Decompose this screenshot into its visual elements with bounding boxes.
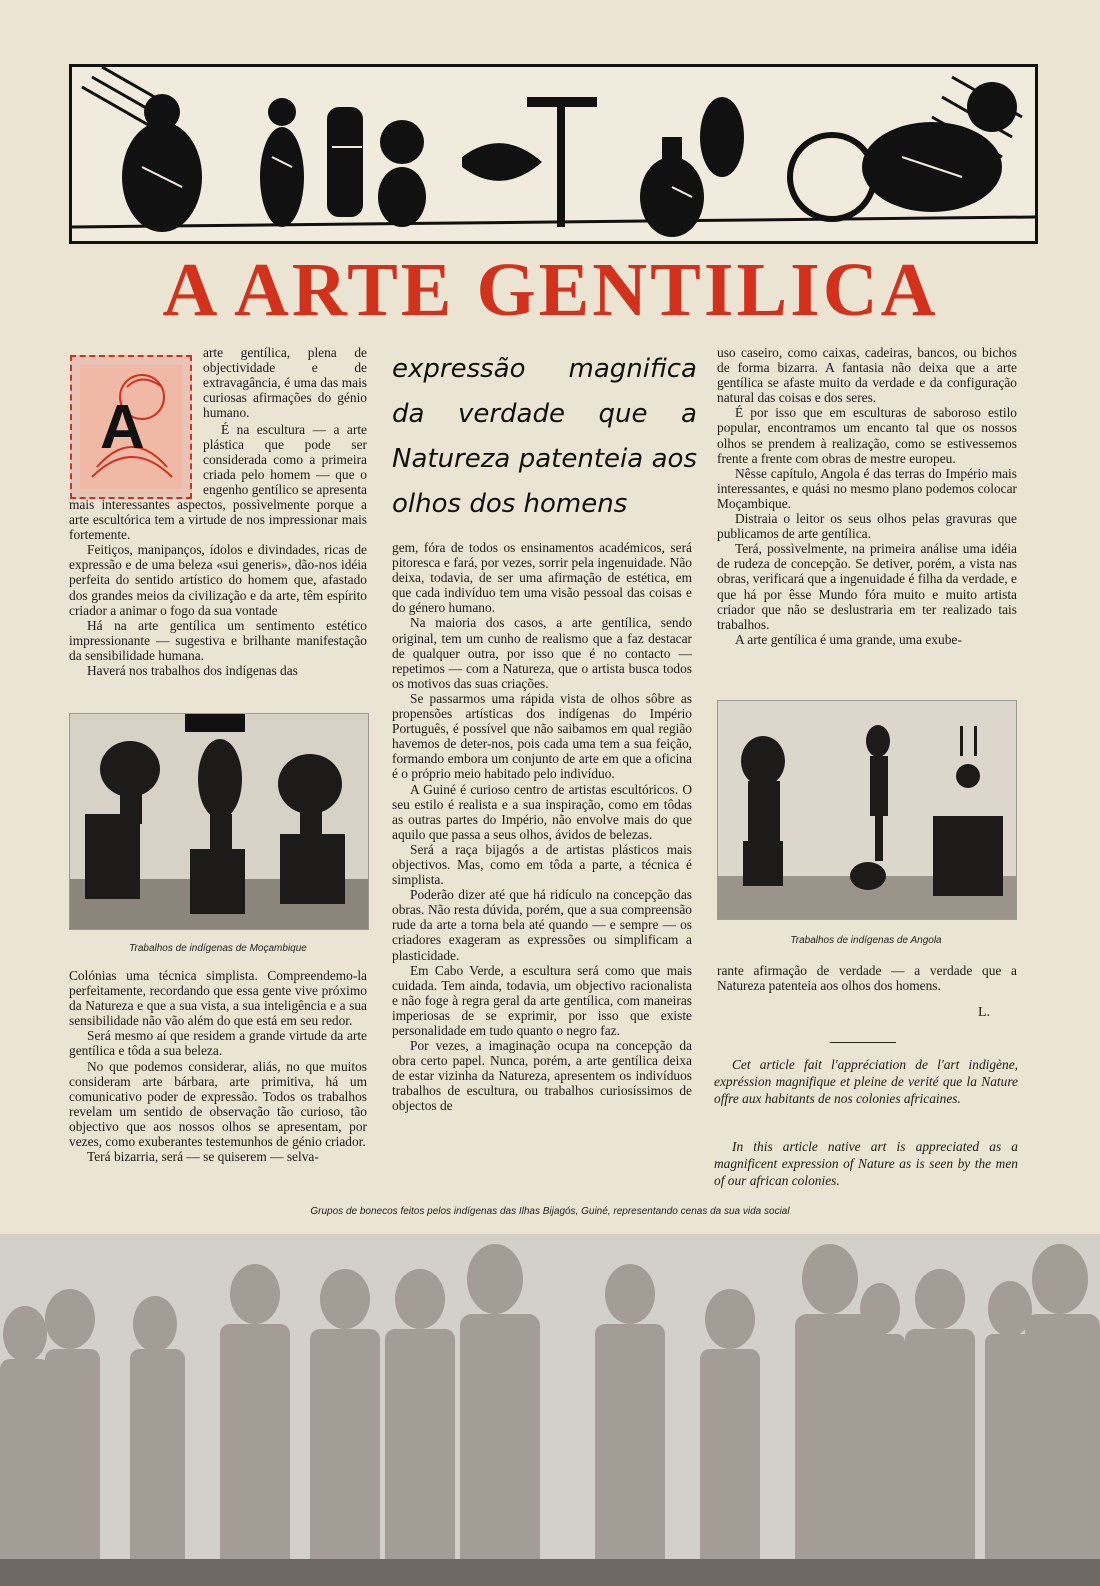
paragraph: Na maioria dos casos, a arte gentílica, sendo original, tem um cunho de realismo que a faz destacar de qualquer outra, por isso que é no contacto — repetimos — com a Natureza, que o artista busca todos os motivos das suas criações. xyxy=(392,615,692,691)
paragraph: uso caseiro, como caixas, cadeiras, bancos, ou bichos de forma bizarra. A fantasia não deixa que a arte gentílica se afaste muito da verdade e da configuração natural das coisas e dos seres. xyxy=(717,345,1017,406)
summary-english xyxy=(714,1138,1018,1189)
ornamental-initial xyxy=(70,355,192,499)
paragraph: Será mesmo aí que residem a grande virtude da arte gentílica e tôda a sua beleza. xyxy=(69,1028,367,1059)
paragraph: É na escultura — a arte plástica que pode ser considerada como a primeira criada pelo homem — que o engenho gentílico se apresenta xyxy=(203,422,367,497)
initial-letter: A xyxy=(100,393,145,462)
paragraph: Terá, possìvelmente, na primeira análise uma idéia de rudeza de concepção. Se detiver, porém, a vista nas obras, verificará que a ingenuidade é filha da verdade, e que há por êsse Mundo fóra muito e muito artista criador que não se deslustraria em ter realizado tais trabalhos. xyxy=(717,541,1017,632)
caption-angola: Trabalhos de indígenas de Angola xyxy=(790,935,942,946)
article-title: A ARTE GENTILICA xyxy=(162,248,939,332)
caption-mozambique: Trabalhos de indígenas de Moçambique xyxy=(129,943,307,954)
pull-quote: expressão magnifica da verdade que a Natureza patenteia aos olhos dos homens xyxy=(392,354,697,519)
paragraph: Há na arte gentílica um sentimento estético impressionante — sugestiva e brilhante manifestação da sensibilidade humana. xyxy=(69,617,367,663)
author-signature: L. xyxy=(978,1005,991,1020)
paragraph: Será a raça bijagós a de artistas plásticos mais objectivos. Mas, como em tôda a parte, a técnica é simplista. xyxy=(392,841,692,888)
paragraph: gem, fóra de todos os ensinamentos académicos, será pitoresca e fará, por vezes, sorrir pela ingenuidade. Não deixa, todavia, de ser uma afirmação de estética, em que cada indivíduo tem uma visão pessoal das coisas e do género humano. xyxy=(392,540,692,616)
bijagos-figures-photo xyxy=(0,1234,1100,1586)
mozambique-heads-photo xyxy=(69,713,369,930)
column-3-top xyxy=(717,345,1017,647)
divider xyxy=(830,1042,896,1043)
paragraph: Se passarmos uma rápida vista de olhos sôbre as propensões artísticas dos indígenas do Império Português, é possível que não saibamos em qual região havemos de deter-nos, pois cada uma tem a sua feição, formando embora um conjunto de arte em que a oficina é o próprio meio habitado pelo indivíduo. xyxy=(392,690,692,782)
paragraph: A arte gentílica é uma grande, uma exube- xyxy=(735,631,962,647)
paragraph: Em Cabo Verde, a escultura será como que mais cuidada. Tem ainda, todavia, um objectivo racionalista e não foge à regra geral da arte gentílica, com maneiras imperiosas de se exprimir, por isso que existe personalidade em tudo quanto o negro faz. xyxy=(392,962,692,1038)
paragraph: Nêsse capítulo, Angola é das terras do Império mais interessantes, e quási no mesmo plano podemos colocar Moçambique. xyxy=(717,465,1017,511)
paragraph: É por isso que em esculturas de saboroso estilo popular, encontramos um encanto tal que os nossos olhos se prendem à realização, como se estivessemos frente a frente com obras de mestre europeu. xyxy=(717,405,1017,466)
paragraph: No que podemos considerar, aliás, no que muitos consideram arte bárbara, arte primitiva, há um comunicativo poder de expressão. Todos os trabalhos revelam um sentido de observação tão curioso, tão objectivo que aos nossos olhos se apresentam, por vezes, como exuberantes testemunhos de génio criador. xyxy=(69,1058,367,1150)
paragraph: Terá bizarria, será — se quiserem — selva- xyxy=(87,1149,319,1165)
paragraph: In this article native art is appreciated as a magnificent expression of Nature as is seen by the men of our african colonies. xyxy=(714,1139,1018,1188)
paragraph: Poderão dizer até que há ridículo na concepção das obras. Não resta dúvida, porém, que a sua compreensão rude da arte a torna bela até quando — e sempre — os criadores exageram as expressões ou simplificam a plasticidade. xyxy=(392,887,692,963)
column-1-intro xyxy=(203,345,367,420)
paragraph: arte gentílica, plena de objectividade e de extravagância, é uma das mais curiosas afirmações do génio humano. xyxy=(203,345,367,421)
paragraph: rante afirmação de verdade — a verdade que a Natureza patenteia aos olhos dos homens. xyxy=(717,963,1017,994)
summary-french xyxy=(714,1056,1018,1107)
paragraph: Colónias uma técnica simplista. Compreendemo-la perfeitamente, recordando que essa gente vive próximo da Natureza e que a sua vista, a sua inteligência e a sua sensibilidade não vão além do que está em seu redor. xyxy=(69,968,367,1029)
paragraph: Feitiços, manipanços, ídolos e divindades, ricas de expressão e de uma beleza «sui generis», dão-nos idéia perfeita do sentido artístico do homem que, afastado dos grandes meios da civilização e da arte, têm espírito criador a animar o fogo da sua vontade xyxy=(69,542,367,618)
column-2 xyxy=(392,540,692,1114)
column-3-bottom xyxy=(717,963,1017,993)
paragraph: A Guiné é curioso centro de artistas escultóricos. O seu estilo é realista e a sua inspiração, como em tôdas as outras partes do Império, não envolve mais do que aquilo que passa a seus olhos, ávidos de belezas. xyxy=(392,781,692,842)
paragraph: Cet article fait l'appréciation de l'art indigène, expréssion magnifique et pleine de verité que la Nature offre aux habitants de nos colonies africaines. xyxy=(714,1057,1018,1106)
column-1-bottom xyxy=(69,968,367,1164)
paragraph: Distraia o leitor os seus olhos pelas gravuras que publicamos de arte gentílica. xyxy=(717,511,1017,542)
paragraph: Haverá nos trabalhos dos indígenas das xyxy=(87,663,298,679)
woodcut-illustration xyxy=(69,64,1038,244)
column-1-wrap xyxy=(203,422,367,497)
angola-figures-photo xyxy=(717,700,1017,920)
paragraph: mais interessantes aspectos, possìvelmente porque a arte escultórica tem a virtude de nos impressionar mais fortemente. xyxy=(69,497,367,543)
column-1-top xyxy=(69,497,367,678)
caption-bijagos: Grupos de bonecos feitos pelos indígenas das Ilhas Bijagós, Guiné, representando cenas da sua vida social xyxy=(310,1206,790,1217)
paragraph: Por vezes, a imaginação ocupa na concepção da obra certo papel. Nunca, porém, a arte gentílica deixa de estar vizinha da Natureza, apresentem os indivíduos trabalhos de escultura, ou trabalhos curiosíssimos de objectos de xyxy=(392,1038,692,1114)
